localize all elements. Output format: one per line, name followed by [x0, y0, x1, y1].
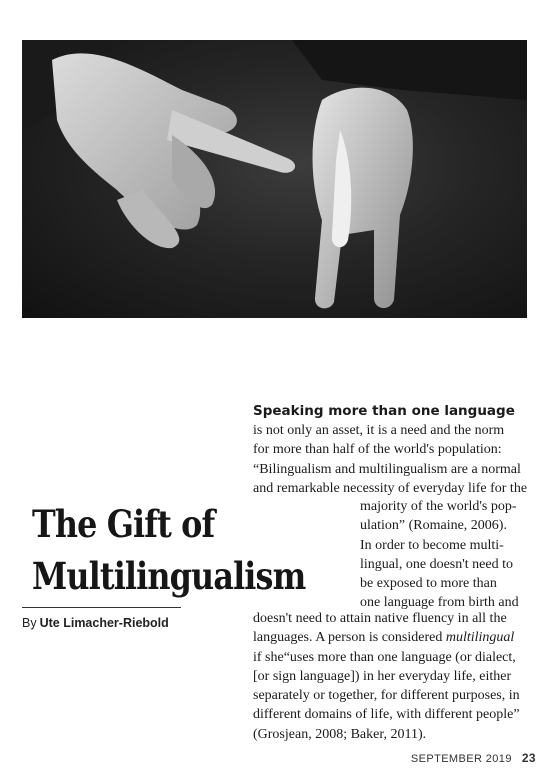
- body-line-text: languages. A person is considered: [253, 630, 446, 646]
- page-footer: [411, 751, 536, 765]
- body-line: is not only an asset, it is a need and the norm: [253, 423, 505, 438]
- body-line: lingual, one doesn't need to: [360, 556, 513, 572]
- body-line: separately or together, for different purposes, in: [253, 688, 520, 704]
- body-line: one language from birth and: [360, 595, 519, 611]
- body-line: ulation” (Romaine, 2006).: [360, 518, 507, 534]
- body-line: [or sign language]) in her everyday life, either: [253, 668, 512, 684]
- body-line: if she“uses more than one language (or dialect,: [253, 649, 516, 665]
- lead-phrase: Speaking more than one language: [253, 403, 515, 419]
- title-divider: [22, 607, 181, 608]
- byline-prefix: By: [22, 616, 37, 630]
- author-name: Ute Limacher-Riebold: [39, 616, 169, 630]
- body-line: be exposed to more than: [360, 576, 497, 592]
- body-text-top: [253, 402, 527, 498]
- issue-date: SEPTEMBER 2019: [410, 753, 512, 765]
- multilingual-term: multilingual: [445, 630, 515, 646]
- page-number: 23: [521, 751, 536, 765]
- body-text-narrow: [360, 497, 519, 613]
- body-line: majority of the world's pop-: [360, 499, 517, 514]
- body-text-bottom: [253, 609, 520, 744]
- body-line: [253, 628, 520, 647]
- byline: [22, 616, 169, 630]
- hands-photo: [22, 40, 527, 318]
- body-line: (Grosjean, 2008; Baker, 2011).: [253, 726, 427, 742]
- body-line: and remarkable necessity of everyday life for the: [253, 480, 528, 496]
- body-line: “Bilingualism and multilingualism are a normal: [253, 461, 521, 477]
- body-line: In order to become multi-: [360, 537, 504, 553]
- body-line: for more than half of the world's population:: [253, 442, 502, 458]
- body-line: different domains of life, with different people”: [253, 707, 520, 723]
- article-title: The Gift of Multilingualism: [32, 502, 306, 598]
- body-line: doesn't need to attain native fluency in all the: [253, 611, 507, 626]
- hands-illustration: [22, 40, 527, 318]
